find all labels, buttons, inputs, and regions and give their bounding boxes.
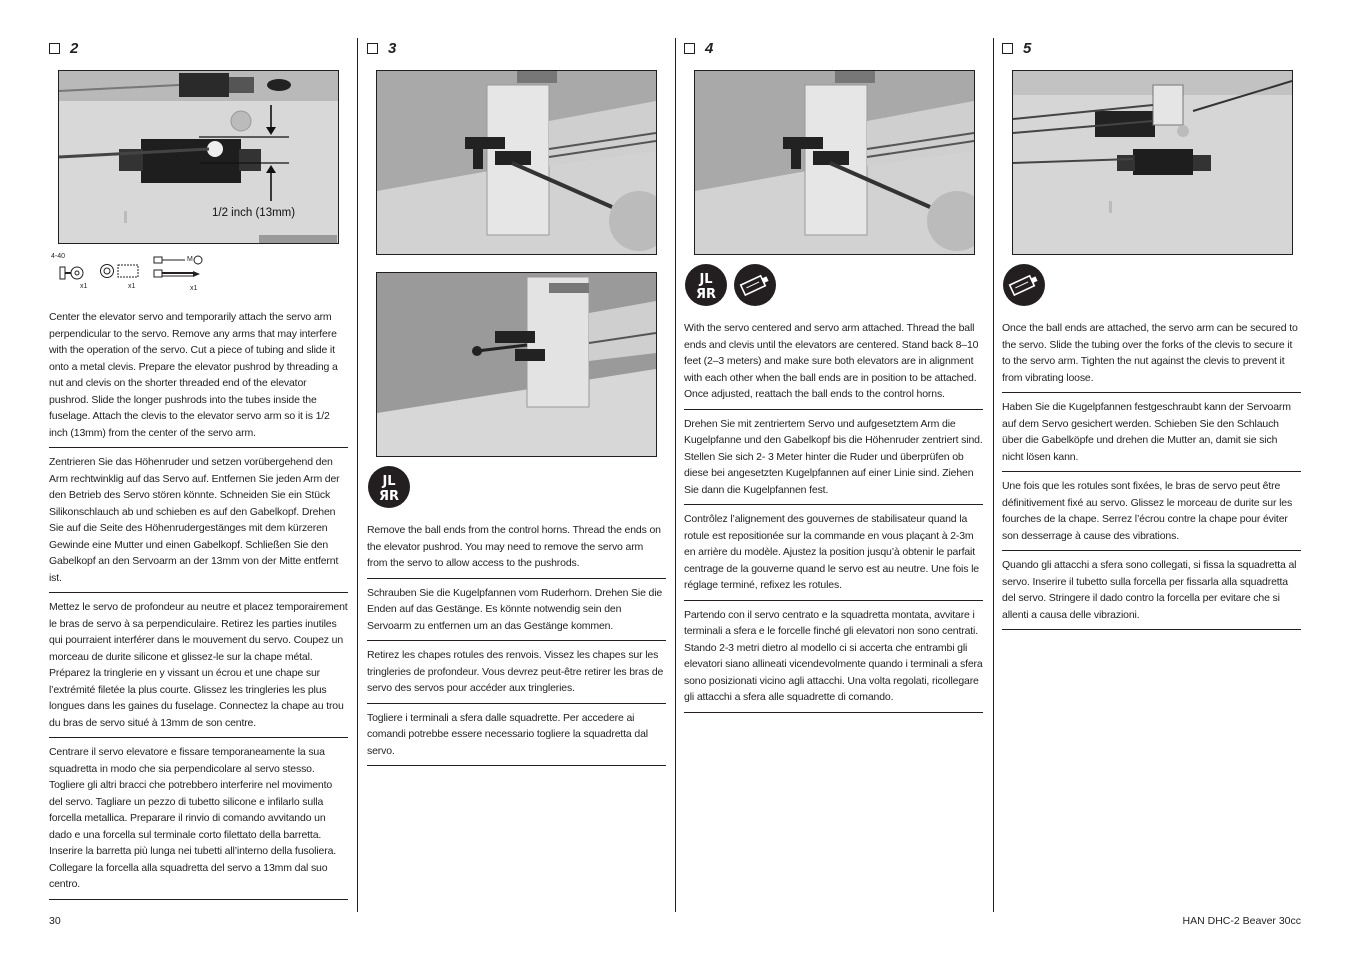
paragraph-de: Drehen Sie mit zentriertem Servo und aufgesetztem Arm die Kugelpfanne und den Gabelkopf bis die Höhenruder zentriert sind. Stellen Sie sich 2- 3 Meter hinter die Ruder und überprüfen ob diese bei angesetzten Kugelpfannen auf einer Linie sind. Ziehen Sie dann die Kugelpfannen fest. <box>684 416 983 506</box>
hardware-list <box>49 250 219 295</box>
step-3-column <box>367 0 666 954</box>
step-4-text <box>684 320 983 719</box>
tail-photo-top <box>376 70 657 255</box>
paragraph-en: Center the elevator servo and temporarily attach the servo arm perpendicular to the servo. Remove any arms that may interfere with the operation of the servo. Cut a piece of tubing and slide it onto a metal clevis. Prepare the elevator pushrod by threading a nut and clevis on the shorter threaded end of the elevator pushrod. Slide the longer pushrods into the tubes inside the fuselage. Attach the clevis to the elevator servo arm so it is 1/2 inch (13mm) from the center of the servo arm. <box>49 309 348 448</box>
step-2-header <box>49 38 78 58</box>
paragraph-fr: Retirez les chapes rotules des renvois. Vissez les chapes sur les tringleries de profondeur. Vous devrez peut-être retirer les bras de servo des servos pour accéder aux tringleries. <box>367 647 666 704</box>
paragraph-en: Remove the ball ends from the control horns. Thread the ends on the elevator pushrod. You may need to remove the servo arm from the servo to allow access to the pushrods. <box>367 522 666 579</box>
step-number: 2 <box>70 39 79 57</box>
paragraph-it: Togliere i terminali a sfera dalle squadrette. Per accedere ai comandi potrebbe essere necessario togliere la squadretta dal servo. <box>367 710 666 767</box>
step-5-text <box>1002 320 1301 636</box>
screw-qty: x1 <box>80 283 88 290</box>
svg-text:ЯR: ЯR <box>378 489 400 504</box>
paragraph-it: Quando gli attacchi a sfera sono collegati, si fissa la squadretta al servo. Inserire il tubetto sulla forcella per fissarla alla squadretta del servo. Stringere il dado contro la forcella per evitare che si allenti a causa delle vibrazioni. <box>1002 557 1301 630</box>
servo-clevis-photo <box>58 70 339 244</box>
paragraph-fr: Une fois que les rotules sont fixées, le bras de servo peut être définitivement fixé au servo. Glissez le morceau de durite sur les fourches de la chape. Serrez l’écrou contre la chape pour éviter son desserrage à cause des vibrations. <box>1002 478 1301 551</box>
paragraph-fr: Mettez le servo de profondeur au neutre et placez temporairement le bras de servo à sa perpendiculaire. Retirez les parties inutiles qui pourraient interférer dans le mouvement du servo. Coupez un morceau de durite silicone et glissez-le sur la chape métal. Préparez la tringlerie en y vissant un écrou et une chape sur l’extrémité filetée la plus courte. Glissez les tringleries les plus longues dans les gaines du fuselage. Connectez la chape au trou du bras de servo situé à 13mm de son centre. <box>49 599 348 738</box>
wrench-pliers-icon <box>685 264 727 306</box>
screw-size-label: 4-40 <box>51 253 66 260</box>
column-divider <box>357 38 358 912</box>
threadlock-tube-icon <box>1003 264 1045 306</box>
servo-secure-photo <box>1012 70 1293 255</box>
paragraph-it: Partendo con il servo centrato e la squadretta montata, avvitare i terminali a sfera e le forcelle finché gli elevatori non sono centrati. Stando 2-3 metri dietro al modello ci si accerta che entrambi gli elevatori siano allineati vicendevolmente quando i terminali a sfera sono posizionati vicino agli attacchi. Una volta regolati, ricollegare gli attacchi a sfera alle squadrette di comando. <box>684 607 983 713</box>
tubing-icon <box>117 264 139 278</box>
checkbox-icon[interactable] <box>684 43 695 54</box>
clevis-qty: x1 <box>190 285 198 292</box>
paragraph-de: Zentrieren Sie das Höhenruder und setzen vorübergehend den Arm rechtwinklig auf das Servo auf. Entfernen Sie jeden Arm der den Betrieb des Servo stören könnte. Schneiden Sie ein Stück Silikonschlauch ab und schieben es auf den Gabelkopf. Drehen Sie auf die Seite des Höhenrudergestänges mit dem kürzeren Gewinde eine Mutter und einen Gabelkopf. Schließen Sie den Gabelkopf an den Servoarm an der 13mm von der Mitte entfernt ist. <box>49 454 348 593</box>
step-5-header <box>1002 38 1031 58</box>
step-5-column <box>1002 0 1301 954</box>
paragraph-en: With the servo centered and servo arm attached. Thread the ball ends and clevis until the elevators are centered. Stand back 8–10 feet (2–3 meters) and make sure both elevators are in alignment with each other when the ball ends are in position to be attached. Once adjusted, reattach the ball ends to the control horns. <box>684 320 983 410</box>
step-3-text <box>367 522 666 772</box>
column-divider <box>675 38 676 912</box>
step-2-text <box>49 309 348 906</box>
paragraph-en: Once the ball ends are attached, the servo arm can be secured to the servo. Slide the tubing over the forks of the clevis to secure it to the servo arm. Tighten the nut against the clevis to prevent it from vibrating loose. <box>1002 320 1301 393</box>
clevis-mark: M <box>187 256 193 263</box>
svg-text:JL: JL <box>699 272 713 287</box>
paragraph-de: Schrauben Sie die Kugelpfannen vom Ruderhorn. Drehen Sie die Enden auf das Gestänge. Es könnte notwendig sein den Servoarm zu entfernen um an das Gestänge kommen. <box>367 585 666 642</box>
paragraph-de: Haben Sie die Kugelpfannen festgeschraubt kann der Servoarm auf dem Servo gesichert werden. Schieben Sie den Schlauch über die Gabelköpfe und drehen die Mutter an, damit sie sich nicht lösen kann. <box>1002 399 1301 472</box>
svg-text:JL: JL <box>382 474 396 489</box>
tail-alignment-photo <box>694 70 975 255</box>
step-4-column <box>684 0 983 954</box>
checkbox-icon[interactable] <box>49 43 60 54</box>
tubing-qty: x1 <box>128 283 136 290</box>
clevis-pushrod-icon <box>153 255 203 283</box>
measurement-label: 1/2 inch (13mm) <box>212 207 296 219</box>
step-number: 5 <box>1023 39 1032 57</box>
column-divider <box>993 38 994 912</box>
product-name: HAN DHC-2 Beaver 30cc <box>1182 915 1301 927</box>
step-number: 3 <box>388 39 397 57</box>
svg-text:ЯR: ЯR <box>695 287 717 302</box>
checkbox-icon[interactable] <box>367 43 378 54</box>
wrench-pliers-icon <box>368 466 410 508</box>
paragraph-it: Centrare il servo elevatore e fissare temporaneamente la sua squadretta in modo che sia perpendicolare al servo stesso. Togliere gli altri bracci che potrebbero interferire nel movimento del servo. Tagliare un pezzo di tubetto silicone e infilarlo sulla forcella metallica. Preparare il rinvio di comando avvitando un dado e una forcella sul terminale corto filettato della barretta. Inserire la barretta più lunga nei tubetti all’interno della fusoliera. Collegare la forcella alla squadretta del servo a 13mm dal suo centro. <box>49 744 348 900</box>
screw-icon <box>59 265 85 281</box>
washer-icon <box>99 263 115 279</box>
step-4-header <box>684 38 713 58</box>
step-number: 4 <box>705 39 714 57</box>
paragraph-fr: Contrôlez l’alignement des gouvernes de stabilisateur quand la rotule est repositionée sur la commande en vous plaçant à 2-3m en arrière du modèle. Ajustez la position jusqu’à obtenir le parfait centrage de la gouverne quand le servo est au neutre. Une fois le réglage terminé, refixez les rotules. <box>684 511 983 601</box>
threadlock-tube-icon <box>734 264 776 306</box>
step-2-column <box>49 0 348 954</box>
step-3-header <box>367 38 396 58</box>
checkbox-icon[interactable] <box>1002 43 1013 54</box>
tail-photo-bottom <box>376 272 657 457</box>
page-number: 30 <box>49 915 61 927</box>
